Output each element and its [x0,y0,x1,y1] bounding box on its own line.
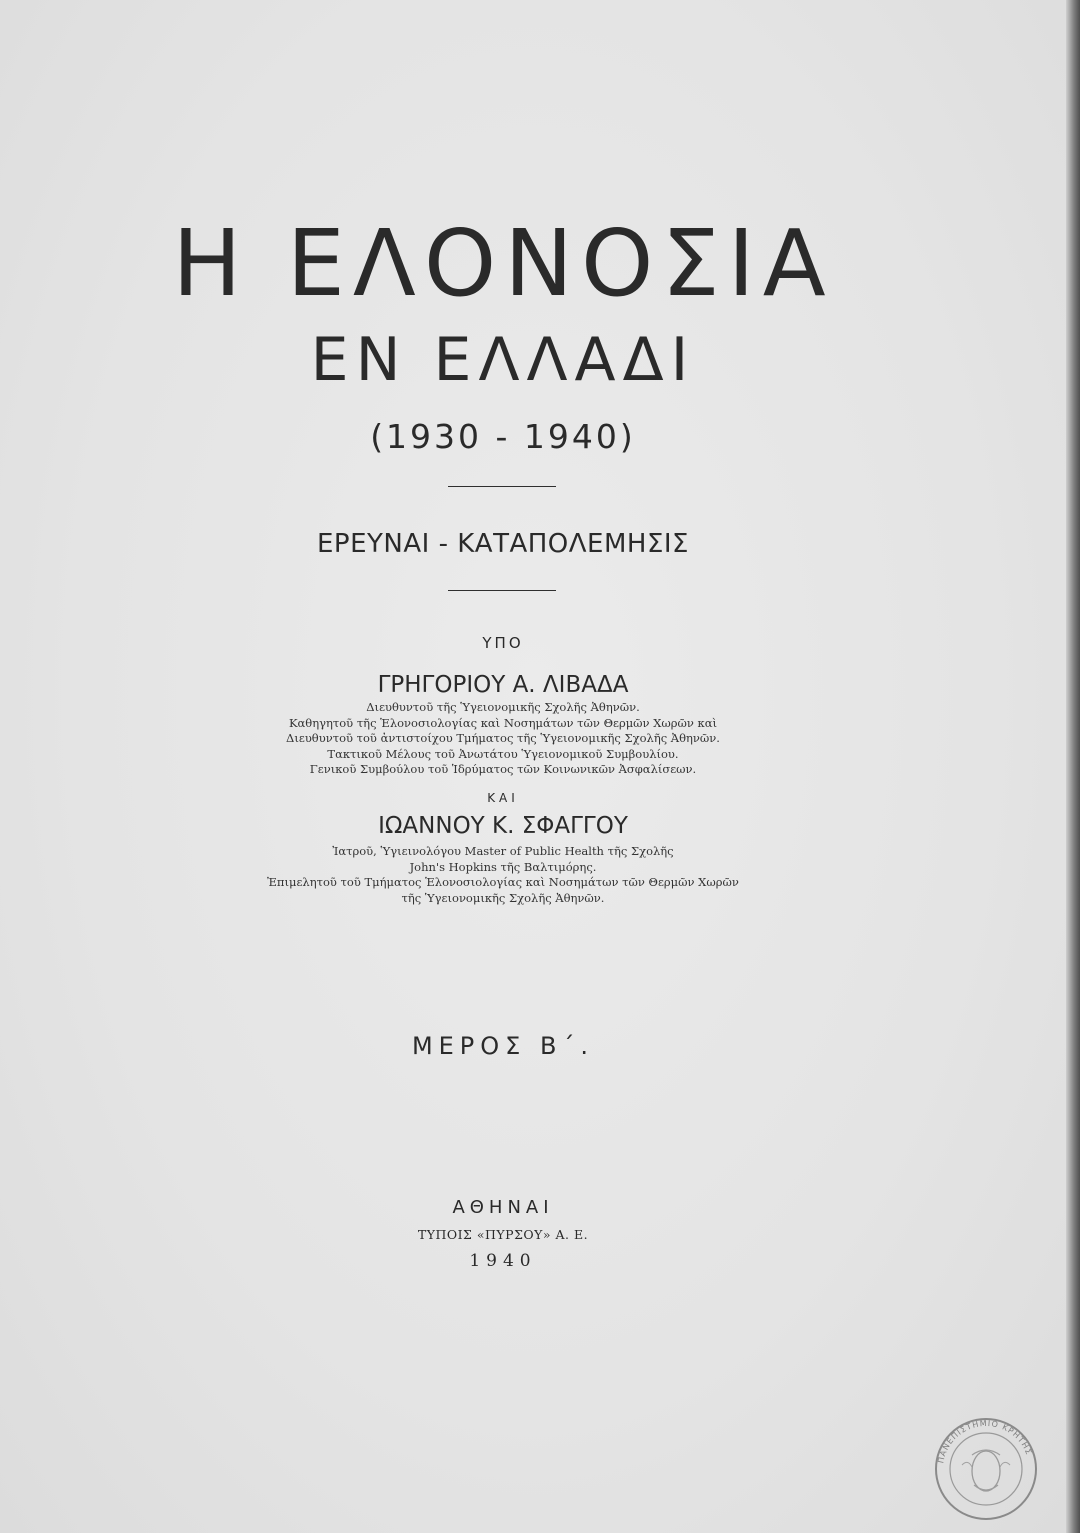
author-1-credentials [0,700,1006,778]
author-2-credentials [0,844,1006,906]
credential-line: Ἐπιμελητοῦ τοῦ Τμήματος Ἑλονοσιολογίας καὶ Νοσημάτων τῶν Θερμῶν Χωρῶν [267,875,739,889]
credential-line: Τακτικοῦ Μέλους τοῦ Ἀνωτάτου Ὑγειονομικοῦ Συμβουλίου. [327,746,679,761]
author-2-name: ΙΩΑΝΝΟΥ Κ. ΣΦΑΓΓΟΥ [378,813,628,839]
author-1-name: ΓΡΗΓΟΡΙΟΥ Α. ΛΙΒΑΔΑ [377,672,629,698]
divider-bottom [448,590,556,591]
printer-name: ΤΥΠΟΙΣ «ΠΥΡΣΟΥ» Α. Ε. [417,1227,589,1242]
publication-year: 1940 [469,1251,537,1271]
credential-line: Διευθυντοῦ τοῦ ἀντιστοίχου Τμήματος τῆς Ὑγειονομικῆς Σχολῆς Ἀθηνῶν. [286,731,720,745]
publication-city: ΑΘΗΝΑΙ [452,1197,554,1218]
university-seal-stamp [932,1415,1040,1523]
svg-text:ΠΑΝΕΠΙΣΤΗΜΙΟ ΚΡΗΤΗΣ: ΠΑΝΕΠΙΣΤΗΜΙΟ ΚΡΗΤΗΣ [936,1418,1034,1465]
subtitle: ΕΡΕΥΝΑΙ - ΚΑΤΑΠΟΛΕΜΗΣΙΣ [317,529,689,559]
title-line-2: ΕΝ ΕΛΛΑΔΙ [310,325,696,395]
book-page-edge [1066,0,1080,1533]
years-range: (1930 - 1940) [370,417,636,456]
credential-line: Διευθυντοῦ τῆς Ὑγειονομικῆς Σχολῆς Ἀθηνῶν. [366,700,640,714]
credential-line: Καθηγητοῦ τῆς Ἑλονοσιολογίας καὶ Νοσημάτων τῶν Θερμῶν Χωρῶν καὶ [288,715,718,730]
part-label: ΜΕΡΟΣ Β΄. [411,1032,595,1060]
credential-line: John's Hopkins τῆς Βαλτιμόρης. [409,859,597,874]
credential-line: τῆς Ὑγειονομικῆς Σχολῆς Ἀθηνῶν. [401,890,605,905]
and-label: ΚΑΙ [487,791,519,805]
credential-line: Ἰατροῦ, Ὑγιεινολόγου Master of Public Health τῆς Σχολῆς [332,844,674,858]
credential-line: Γενικοῦ Συμβούλου τοῦ Ἱδρύματος τῶν Κοινωνικῶν Ἀσφαλίσεων. [309,762,697,776]
by-label: ΥΠΟ [482,634,524,652]
title-line-1: Η ΕΛΟΝΟΣΙΑ [172,210,834,317]
divider-top [448,486,556,487]
